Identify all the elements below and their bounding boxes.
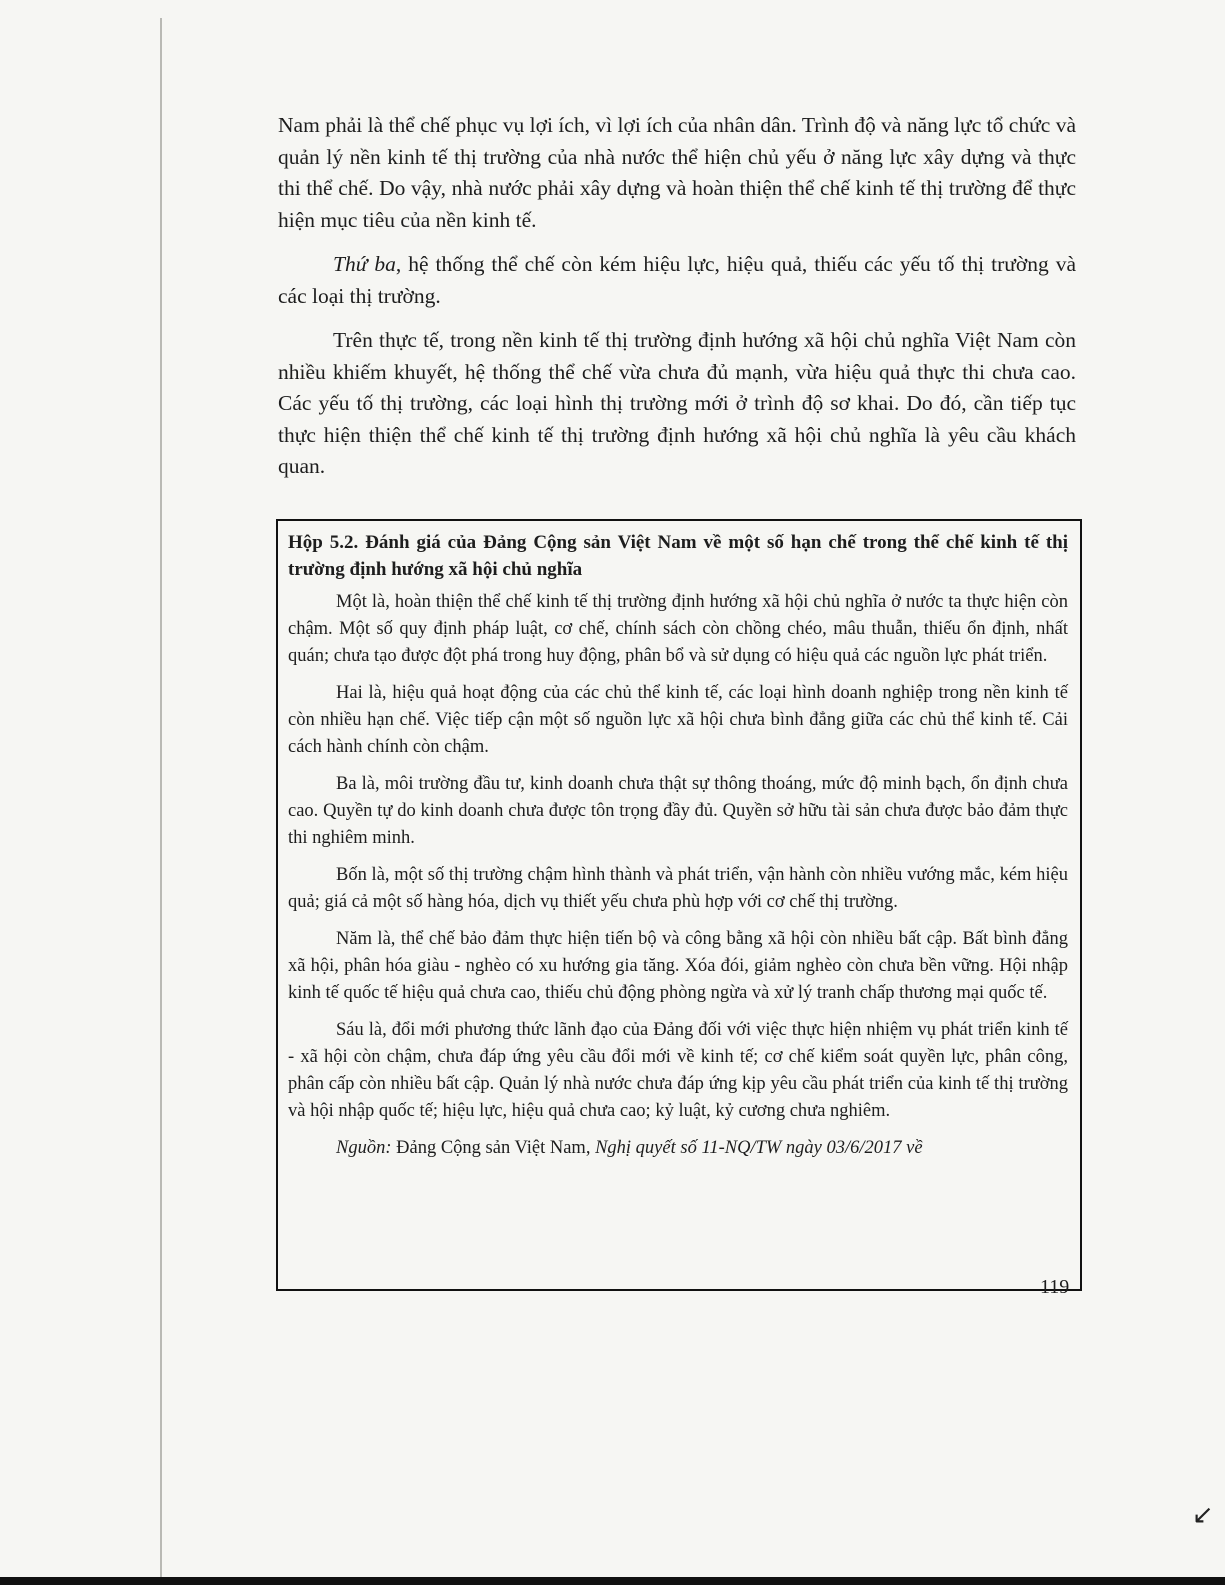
box-paragraph-6: Sáu là, đổi mới phương thức lãnh đạo của Đảng đối với việc thực hiện nhiệm vụ phát triển kinh tế - xã hội còn chậm, chưa đáp ứng yêu cầu đổi mới về kinh tế; cơ chế kiểm soát quyền lực, phân công, phân cấp còn nhiều bất cập. Quản lý nhà nước chưa đáp ứng kịp yêu cầu phát triển của kinh tế thị trường và hội nhập quốc tế; hiệu lực, hiệu quả chưa cao; kỷ luật, kỷ cương chưa nghiêm. — [288, 1020, 1068, 1121]
source-org: Đảng Cộng sản Việt Nam, — [391, 1138, 596, 1158]
source-label: Nguồn: — [336, 1138, 392, 1158]
body-text — [278, 110, 1076, 483]
paragraph-2-text: , hệ thống thể chế còn kém hiệu lực, hiệu quả, thiếu các yếu tố thị trường và các loại thị trường. — [278, 252, 1077, 308]
paragraph-2 — [278, 249, 1076, 312]
box-paragraph-4: Bốn là, một số thị trường chậm hình thành và phát triển, vận hành còn nhiều vướng mắc, kém hiệu quả; giá cả một số hàng hóa, dịch vụ thiết yếu chưa phù hợp với cơ chế thị trường. — [288, 865, 1068, 912]
paragraph-3: Trên thực tế, trong nền kinh tế thị trường định hướng xã hội chủ nghĩa Việt Nam còn nhiều khiếm khuyết, hệ thống thể chế vừa chưa đủ mạnh, vừa hiệu quả thực thi chưa cao. Các yếu tố thị trường, các loại hình thị trường mới ở trình độ sơ khai. Do đó, cần tiếp tục thực hiện thiện thể chế kinh tế thị trường định hướng xã hội chủ nghĩa là yêu cầu khách quan. — [278, 328, 1076, 478]
page-binding-edge — [160, 18, 162, 1578]
box-paragraph-2: Hai là, hiệu quả hoạt động của các chủ thể kinh tế, các loại hình doanh nghiệp trong nền kinh tế còn nhiều hạn chế. Việc tiếp cận một số nguồn lực xã hội chưa bình đẳng giữa các chủ thể kinh tế. Cải cách hành chính còn chậm. — [288, 683, 1068, 757]
page-number: 119 — [1040, 1276, 1070, 1298]
scan-bottom-edge — [0, 1577, 1225, 1585]
box-paragraph-5: Năm là, thể chế bảo đảm thực hiện tiến bộ và công bằng xã hội còn nhiều bất cập. Bất bình đẳng xã hội, phân hóa giàu - nghèo có xu hướng gia tăng. Xóa đói, giảm nghèo còn chưa bền vững. Hội nhập kinh tế quốc tế hiệu quả chưa cao, thiếu chủ động phòng ngừa và xử lý tranh chấp thương mại quốc tế. — [288, 929, 1068, 1003]
paragraph-2-label: Thứ ba — [333, 252, 396, 276]
box-paragraph-1: Một là, hoàn thiện thể chế kinh tế thị trường định hướng xã hội chủ nghĩa ở nước ta thực hiện còn chậm. Một số quy định pháp luật, cơ chế, chính sách còn chồng chéo, mâu thuẫn, thiếu ổn định, nhất quán; chưa tạo được đột phá trong huy động, phân bổ và sử dụng có hiệu quả các nguồn lực phát triển. — [288, 592, 1068, 666]
paragraph-1: Nam phải là thể chế phục vụ lợi ích, vì lợi ích của nhân dân. Trình độ và năng lực tổ chức và quản lý nền kinh tế thị trường của nhà nước thể hiện chủ yếu ở năng lực xây dựng và thực thi thể chế. Do vậy, nhà nước phải xây dựng và hoàn thiện thể chế kinh tế thị trường để thực hiện mục tiêu của nền kinh tế. — [278, 113, 1076, 232]
source-document: Nghị quyết số 11-NQ/TW ngày 03/6/2017 về — [595, 1138, 923, 1158]
info-box — [276, 519, 1082, 1291]
box-source — [288, 1135, 1068, 1162]
scan-mark: ↙ — [1192, 1500, 1214, 1530]
box-paragraph-3: Ba là, môi trường đầu tư, kinh doanh chưa thật sự thông thoáng, mức độ minh bạch, ổn định chưa cao. Quyền tự do kinh doanh chưa được tôn trọng đầy đủ. Quyền sở hữu tài sản chưa được bảo đảm thực thi nghiêm minh. — [288, 774, 1068, 848]
box-title: Hộp 5.2. Đánh giá của Đảng Cộng sản Việt Nam về một số hạn chế trong thể chế kinh tế thị trường định hướng xã hội chủ nghĩa — [288, 532, 1068, 580]
